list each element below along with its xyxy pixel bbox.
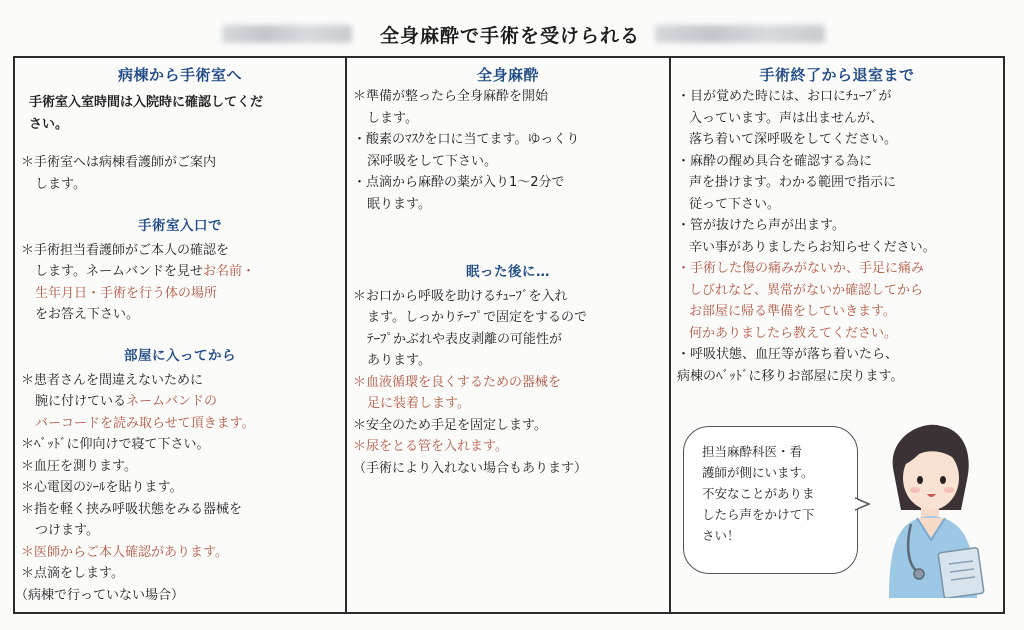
column-ward-to-or <box>15 58 347 612</box>
highlight-text: 何かありましたら教えてください。 <box>689 325 898 341</box>
guide-note <box>21 152 345 195</box>
column-heading: 手術終了から退室まで <box>759 66 915 84</box>
text-line: 不安なことがありま <box>702 486 815 501</box>
column-heading: 病棟から手術室へ <box>117 66 242 84</box>
text-line: 護師が側にいます。 <box>702 465 814 480</box>
column-post-op <box>671 58 1003 612</box>
section-heading: 眠った後に… <box>466 264 550 280</box>
redacted-text <box>222 25 352 43</box>
text-line <box>21 391 345 413</box>
text-line: ＊手術室へは病棟看護師がご案内 <box>21 155 217 170</box>
text-line: 声を掛けます。わかる範囲で指示に <box>689 175 896 190</box>
highlight-text: ＊尿をとる管を入れます。 <box>353 439 508 454</box>
page-title: 全身麻酔で手術を受けられる <box>379 25 640 47</box>
text-line: さい。 <box>29 116 69 132</box>
text-line: つけます。 <box>35 523 99 538</box>
text-line <box>21 261 345 283</box>
info-sheet <box>13 56 1005 614</box>
speech-bubble-tail <box>855 496 871 512</box>
text-line: （病棟で行っていない場合） <box>15 587 185 603</box>
highlight-text: 生年月日・手術を行う体の場所 <box>35 285 218 301</box>
text-line: 手術室入室時間は入院時に確認してくだ <box>29 95 264 110</box>
text-line: します。 <box>35 176 86 192</box>
highlight-text: ＊血液循環を良くするための器械を <box>353 374 562 390</box>
nurse-illustration-icon <box>871 418 989 598</box>
text-line: ＊点滴をします。 <box>21 566 124 581</box>
after-sleep-section <box>347 262 669 479</box>
intro-text <box>29 92 345 135</box>
text-span: 腕に付けている <box>35 394 127 409</box>
post-op-steps <box>677 86 1003 387</box>
highlight-text: 足に装着します。 <box>367 396 470 411</box>
text-line: あります。 <box>367 353 431 368</box>
text-line: ＊お口から呼吸を助けるﾁｭｰﾌﾞを入れ <box>353 288 568 304</box>
text-line: したら声をかけて下 <box>702 507 815 522</box>
text-line: ＊血圧を測ります。 <box>21 458 137 474</box>
text-line: 落ち着いて深呼吸をしてください。 <box>689 132 898 147</box>
highlight-text: バーコードを読み取らせて頂きます。 <box>35 415 255 431</box>
text-line: ＊心電図のｼｰﾙを貼ります。 <box>21 480 183 495</box>
highlight-text: お部屋に帰る準備をしていきます。 <box>689 304 896 319</box>
text-line: ＊指を軽く挟み呼吸状態をみる器械を <box>21 501 243 517</box>
section-heading: 部屋に入ってから <box>124 348 236 364</box>
anesthesia-steps <box>353 86 669 215</box>
column-heading: 全身麻酔 <box>476 66 539 84</box>
text-line: 入っています。声は出ませんが、 <box>689 110 883 126</box>
text-line: ます。しっかりﾃｰﾌﾟで固定をするので <box>367 310 587 325</box>
text-line: ＊ﾍﾞｯﾄﾞに仰向けで寝て下さい。 <box>21 437 210 452</box>
highlight-text: ネームバンドの <box>126 394 218 409</box>
section-heading: 手術室入口で <box>138 218 222 234</box>
text-line: 深呼吸をして下さい。 <box>367 153 498 169</box>
room-section <box>15 346 345 606</box>
speech-bubble <box>683 426 858 574</box>
text-line: ・麻酔の醒め具合を確認する為に <box>677 153 873 169</box>
text-line: 病棟のﾍﾞｯﾄﾞに移りお部屋に戻ります。 <box>677 368 904 384</box>
highlight-text: ・手術した傷の痛みがないか、手足に痛み <box>677 261 925 276</box>
text-line: ＊患者さんを間違えないために <box>21 372 204 388</box>
text-line: さい！ <box>702 528 740 543</box>
text-line: 眠ります。 <box>367 196 431 212</box>
text-line: ﾃｰﾌﾟかぶれや表皮剥離の可能性が <box>367 331 563 347</box>
text-line: ＊準備が整ったら全身麻酔を開始 <box>353 89 549 104</box>
text-line: 担当麻酔科医・看 <box>702 444 803 459</box>
highlight-text: お名前・ <box>202 264 255 279</box>
text-line: ・管が抜けたら声が出ます。 <box>677 218 845 233</box>
text-line: ・点滴から麻酔の薬が入り1～2分で <box>353 175 565 190</box>
redacted-text <box>655 25 825 43</box>
text-line: ＊手術担当看護師がご本人の確認を <box>21 242 230 258</box>
text-line: をお答え下さい。 <box>35 307 140 322</box>
title-row <box>0 18 1024 50</box>
text-line: します。 <box>367 110 418 126</box>
column-anesthesia <box>347 58 671 612</box>
highlight-text: ＊医師からご本人確認があります。 <box>21 544 228 560</box>
entrance-section <box>15 216 345 326</box>
text-line: ・呼吸状態、血圧等が落ち着いたら、 <box>677 347 899 362</box>
text-line: （手術により入れない場合もあります） <box>353 460 588 476</box>
text-line: ＊安全のため手足を固定します。 <box>353 417 547 433</box>
text-line: 辛い事がありましたらお知らせください。 <box>689 239 936 255</box>
text-span: します。ネームバンドを見せ <box>35 264 203 279</box>
highlight-text: しびれなど、異常がないか確認してから <box>689 282 924 298</box>
text-line: ・酸素のﾏｽｸを口に当てます。ゆっくり <box>353 132 580 147</box>
text-line: 従って下さい。 <box>689 196 781 212</box>
text-line: ・目が覚めた時には、お口にﾁｭｰﾌﾞが <box>677 89 892 104</box>
